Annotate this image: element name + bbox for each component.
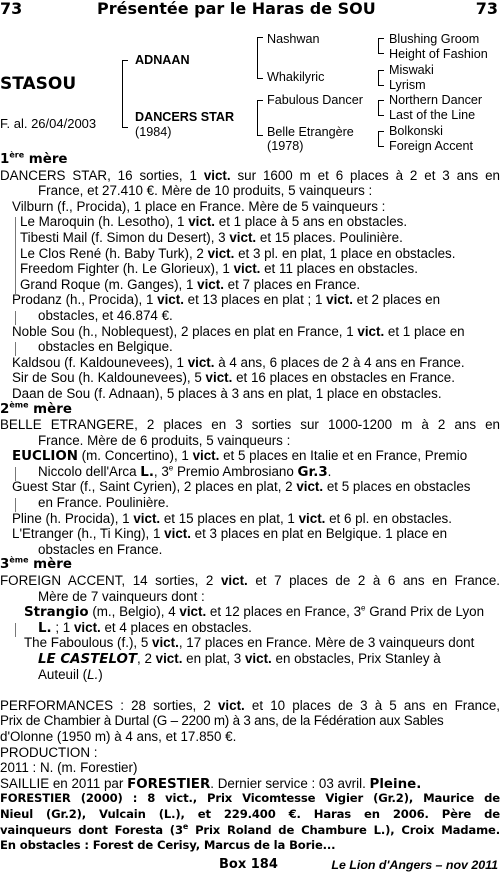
text-line: Kaldsou (f. Kaldounevees), 1 vict. à 4 ans, 6 places de 2 à 4 ans en France. <box>12 354 465 370</box>
granddam-2: Lyrism <box>389 78 426 92</box>
horse-details: F. al. 26/04/2003 <box>0 116 97 131</box>
text-line: Niccolo dell'Arca L., 3e Premio Ambrosiano Gr.3. <box>38 463 332 480</box>
granddam-3: Last of the Line <box>389 108 476 122</box>
sire-note-line: FORESTIER (2000) : 8 vict., Prix Vicomtesse Vigier (Gr.2), Maurice de <box>0 791 500 806</box>
text-line: Strangio (m., Belgio), 4 vict. et 12 places en France, 3e Grand Prix de Lyon <box>24 603 485 621</box>
text-line: Le Maroquin (h. Lesotho), 1 vict. et 1 place à 5 ans en obstacles. <box>20 214 408 230</box>
text-line: The Faboulous (f.), 5 vict., 17 places en France. Mère de 3 vainqueurs dont <box>24 635 475 651</box>
first-dam-heading: 1ère mère <box>0 150 68 167</box>
sale-location: Le Lion d'Angers – nov 2011 <box>331 858 498 872</box>
text-line: Prix de Chambier à Durtal (G – 2200 m) à 3 ans, de la Fédération aux Sables <box>0 713 444 729</box>
text-line: PERFORMANCES : 28 sorties, 2 vict. et 10 places de 3 à 5 ans en France, <box>0 697 500 713</box>
pedigree-notes <box>0 152 500 854</box>
lot-number-left: 73 <box>0 0 23 18</box>
text-line: obstacles en France. <box>38 541 163 557</box>
bracket-g1 <box>378 38 384 54</box>
text-line: France, et 27.410 €. Mère de 10 produits, 5 vainqueurs : <box>38 183 373 199</box>
text-line: d'Olonne (1950 m) à 4 ans, et 17.850 €. <box>0 728 237 744</box>
text-line: L. ; 1 vict. et 4 places en obstacles. <box>38 619 252 636</box>
text-line: Sir de Sou (h. Kaldounevees), 5 vict. et 16 places en obstacles en France. <box>12 370 455 386</box>
dam-year: (1984) <box>135 125 172 139</box>
text-line: PRODUCTION : <box>0 744 98 760</box>
grandsire-4: Bolkonski <box>389 124 443 138</box>
bracket-g4 <box>378 131 384 147</box>
dam-dam-year: (1978) <box>267 139 304 153</box>
bracket-g3 <box>378 100 384 116</box>
text-line: France. Mère de 6 produits, 5 vainqueurs : <box>38 432 291 448</box>
bracket-gen1 <box>122 60 128 128</box>
lot-number-right: 73 <box>475 0 498 18</box>
text-line: L'Etranger (h., Ti King), 1 vict. et 3 places en plat en Belgique. 1 place en <box>12 526 448 542</box>
text-line: obstacles, et 46.874 €. <box>38 307 173 323</box>
text-line: Pline (h. Procida), 1 vict. et 15 places en plat, 1 vict. et 6 pl. en obstacles. <box>12 510 452 526</box>
text-line: FOREIGN ACCENT, 14 sorties, 2 vict. et 7 places de 2 à 6 ans en France. <box>0 573 500 589</box>
text-line: 2011 : N. (m. Forestier) <box>0 760 138 776</box>
horse-name: STASOU <box>0 74 77 94</box>
third-dam-heading: 3ème mère <box>0 555 72 573</box>
granddam-4: Foreign Accent <box>389 139 474 153</box>
text-line: Le Clos René (h. Baby Turk), 2 vict. et 3 pl. en plat, 1 place en obstacles. <box>20 245 456 261</box>
sire-note-line: vainqueurs dont Foresta (3e Prix Roland de Chambure L.), Croix Madame. <box>0 821 500 837</box>
bracket-sire <box>257 37 263 79</box>
text-line: Auteuil (L.) <box>38 666 103 682</box>
sire-note-line: En obstacles : Forest de Cerisy, Marcus de la Borie... <box>0 838 336 853</box>
text-line: LE CASTELOT, 2 vict. en plat, 3 vict. en obstacles, Prix Stanley à <box>38 651 441 667</box>
dam-dam: Belle Etrangère <box>267 125 354 139</box>
text-line: Freedom Fighter (h. Le Glorieux), 1 vict. et 11 places en obstacles. <box>20 261 418 277</box>
bracket-g2 <box>378 70 384 86</box>
dam-sire: Fabulous Dancer <box>267 93 363 107</box>
box-number: Box 184 <box>219 857 278 872</box>
text-line: DANCERS STAR, 16 sorties, 1 vict. sur 1600 m et 6 places à 2 et 3 ans en <box>0 167 500 183</box>
text-line: BELLE ETRANGERE, 2 places en 3 sorties sur 1000-1200 m à 2 ans en <box>0 417 500 433</box>
granddam-1: Height of Fashion <box>389 47 488 61</box>
sire-note-line: Nieul (Gr.2), Vulcain (L.), et 229.400 €. Haras en 2006. Père de <box>0 806 500 821</box>
text-line: SAILLIE en 2011 par FORESTIER. Dernier service : 03 avril. Pleine. <box>0 775 422 792</box>
grandsire-3: Northern Dancer <box>389 93 483 107</box>
text-line: Grand Roque (m. Ganges), 1 vict. et 7 places en France. <box>20 276 361 292</box>
page-title: Présentée par le Haras de SOU <box>97 0 376 18</box>
sire-dam: Whakilyric <box>267 70 325 84</box>
grandsire-1: Blushing Groom <box>389 32 480 46</box>
text-line: obstacles en Belgique. <box>38 339 173 355</box>
text-line: en France. Poulinière. <box>38 495 170 511</box>
text-line: Guest Star (f., Saint Cyrien), 2 places en plat, 2 vict. et 5 places en obstacles <box>12 479 471 495</box>
second-dam-heading: 2ème mère <box>0 400 72 417</box>
text-line: Daan de Sou (f. Adnaan), 5 places à 3 ans en plat, 1 place en obstacles. <box>12 385 442 401</box>
grandsire-2: Miswaki <box>389 63 434 77</box>
text-line: Mère de 7 vainqueurs dont : <box>38 588 205 604</box>
text-line: Vilburn (f., Procida), 1 place en France. Mère de 5 vainqueurs : <box>12 198 386 214</box>
text-line: Noble Sou (h., Noblequest), 2 places en plat en France, 1 vict. et 1 place en <box>12 323 465 339</box>
spacer <box>0 682 500 698</box>
text-line: EUCLION (m. Concertino), 1 vict. et 5 places en Italie et en France, Premio <box>12 448 468 465</box>
text-line: Tibesti Mail (f. Simon du Desert), 3 vict. et 15 places. Poulinière. <box>20 229 403 245</box>
sire-name: ADNAAN <box>135 53 190 67</box>
sire-sire: Nashwan <box>267 32 320 46</box>
bracket-dam <box>257 100 263 136</box>
dam-name: DANCERS STAR <box>135 110 235 124</box>
text-line: Prodanz (h., Procida), 1 vict. et 13 places en plat ; 1 vict. et 2 places en <box>12 292 441 308</box>
